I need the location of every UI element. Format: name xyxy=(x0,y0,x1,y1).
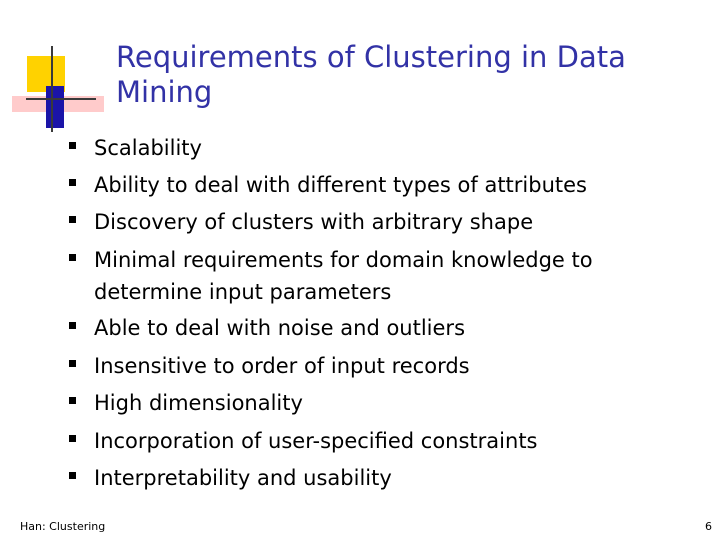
bullet-marker xyxy=(69,435,76,442)
bullet-text: Ability to deal with different types of attributes xyxy=(94,173,587,197)
bullet-text: Able to deal with noise and outliers xyxy=(94,316,466,340)
bullet-marker xyxy=(69,397,76,404)
bullet-text: High dimensionality xyxy=(94,391,303,415)
bullet-text: Discovery of clusters with arbitrary shape xyxy=(94,210,534,234)
bullet-marker xyxy=(69,472,76,479)
bullet-marker xyxy=(69,216,76,223)
bullet-text: Scalability xyxy=(94,136,202,160)
bullet-text: Incorporation of user-specified constraints xyxy=(94,429,538,453)
bullet-marker xyxy=(69,142,76,149)
bullet-marker xyxy=(69,179,76,186)
bullet-text: Minimal requirements for domain knowledge to determine input parameters xyxy=(94,248,593,304)
bullet-text: Insensitive to order of input records xyxy=(94,354,470,378)
bullet-marker xyxy=(69,360,76,367)
bullet-text: Interpretability and usability xyxy=(94,466,392,490)
bullet-marker xyxy=(69,322,76,329)
footer-source: Han: Clustering xyxy=(20,520,106,533)
slide-title: Requirements of Clustering in Data Mining xyxy=(116,40,626,109)
page-number: 6 xyxy=(705,520,712,533)
bullet-marker xyxy=(69,254,76,261)
